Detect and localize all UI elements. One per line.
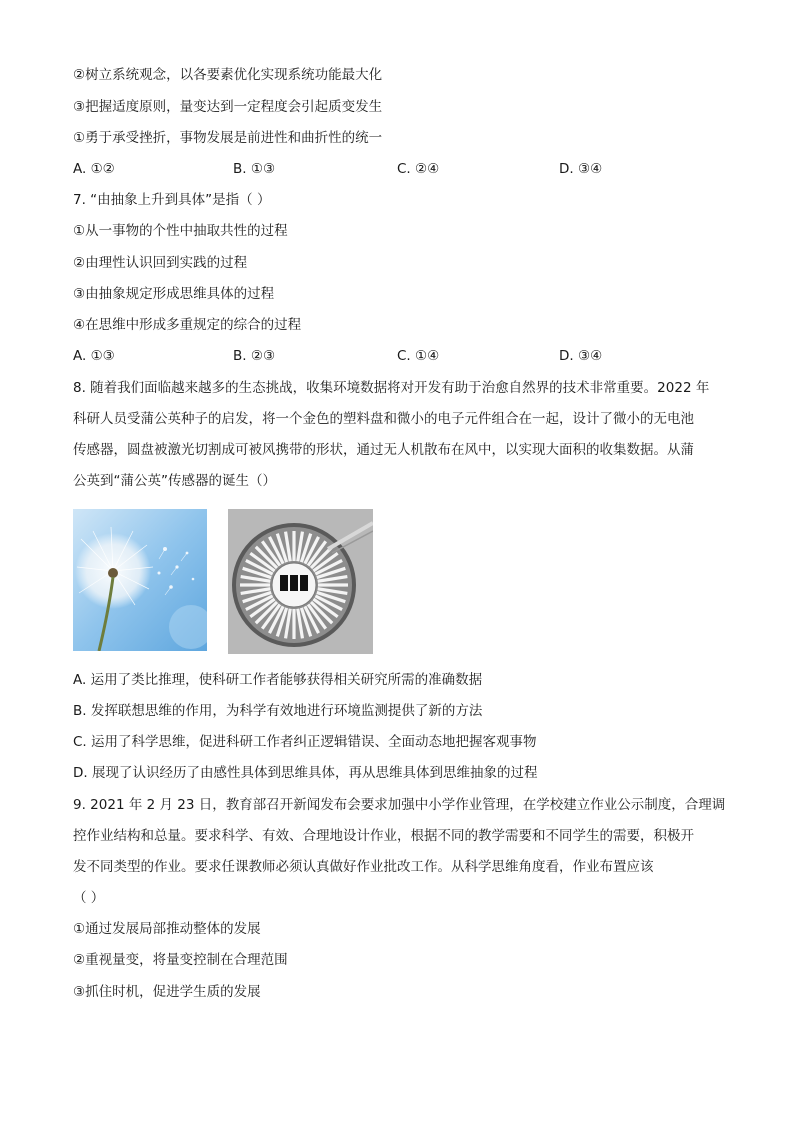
q7-option-d[interactable]: D. ③④ (559, 348, 603, 364)
dandelion-photo (73, 509, 207, 651)
q7-item-3: ③由抽象规定形成思维具体的过程 (73, 286, 275, 302)
q7-stem: 7. “由抽象上升到具体”是指（ ） (73, 192, 271, 208)
q6-item-2: ②树立系统观念，以各要素优化实现系统功能最大化 (73, 67, 383, 83)
q8-option-a[interactable]: A. 运用了类比推理，使科研工作者能够获得相关研究所需的准确数据 (73, 672, 483, 688)
q8-stem-line-3: 传感器，圆盘被激光切割成可被风携带的形状，通过无人机散布在风中，以实现大面积的收集数据。从蒲 (73, 442, 694, 458)
q6-item-1: ①勇于承受挫折，事物发展是前进性和曲折性的统一 (73, 130, 383, 146)
q8-option-b[interactable]: B. 发挥联想思维的作用，为科学有效地进行环境监测提供了新的方法 (73, 703, 483, 719)
q7-item-2: ②由理性认识回到实践的过程 (73, 255, 248, 271)
q8-stem-line-2: 科研人员受蒲公英种子的启发，将一个金色的塑料盘和微小的电子元件组合在一起，设计了微小的无电池 (73, 411, 694, 427)
dandelion-sensor-photo (228, 509, 373, 654)
q6-option-b[interactable]: B. ①③ (233, 161, 276, 177)
q7-item-4: ④在思维中形成多重规定的综合的过程 (73, 317, 302, 333)
q7-option-a[interactable]: A. ①③ (73, 348, 115, 364)
q8-stem (73, 379, 723, 503)
q6-option-d[interactable]: D. ③④ (559, 161, 603, 177)
q6-options (73, 160, 733, 178)
q6-item-3: ③把握适度原则，量变达到一定程度会引起质变发生 (73, 99, 383, 115)
q8-stem-line-4: 公英到“蒲公英”传感器的诞生（） (73, 473, 276, 489)
q9-item-1: ①通过发展局部推动整体的发展 (73, 921, 261, 937)
q6-option-c[interactable]: C. ②④ (397, 161, 440, 177)
q9-stem-line-3: 发不同类型的作业。要求任课教师必须认真做好作业批改工作。从科学思维角度看，作业布置应该 (73, 859, 654, 875)
q9-stem-line-2: 控作业结构和总量。要求科学、有效、合理地设计作业，根据不同的教学需要和不同学生的需要，积极开 (73, 828, 694, 844)
q7-options (73, 347, 733, 365)
q7-item-1: ①从一事物的个性中抽取共性的过程 (73, 223, 288, 239)
q7-option-b[interactable]: B. ②③ (233, 348, 276, 364)
q7-option-c[interactable]: C. ①④ (397, 348, 440, 364)
q9-stem-line-1: 9. 2021 年 2 月 23 日，教育部召开新闻发布会要求加强中小学作业管理，在学校建立作业公示制度，合理调 (73, 797, 726, 813)
q9-stem-line-4: （ ） (73, 890, 105, 906)
q9-item-2: ②重视量变，将量变控制在合理范围 (73, 952, 288, 968)
q9-stem (73, 796, 726, 920)
q8-option-c[interactable]: C. 运用了科学思维，促进科研工作者纠正逻辑错误、全面动态地把握客观事物 (73, 734, 537, 750)
q8-stem-line-1: 8. 随着我们面临越来越多的生态挑战，收集环境数据将对开发有助于治愈自然界的技术非常重要。2022 年 (73, 380, 710, 396)
q6-option-a[interactable]: A. ①② (73, 161, 115, 177)
q8-option-d[interactable]: D. 展现了认识经历了由感性具体到思维具体，再从思维具体到思维抽象的过程 (73, 765, 538, 781)
q9-item-3: ③抓住时机，促进学生质的发展 (73, 984, 261, 1000)
